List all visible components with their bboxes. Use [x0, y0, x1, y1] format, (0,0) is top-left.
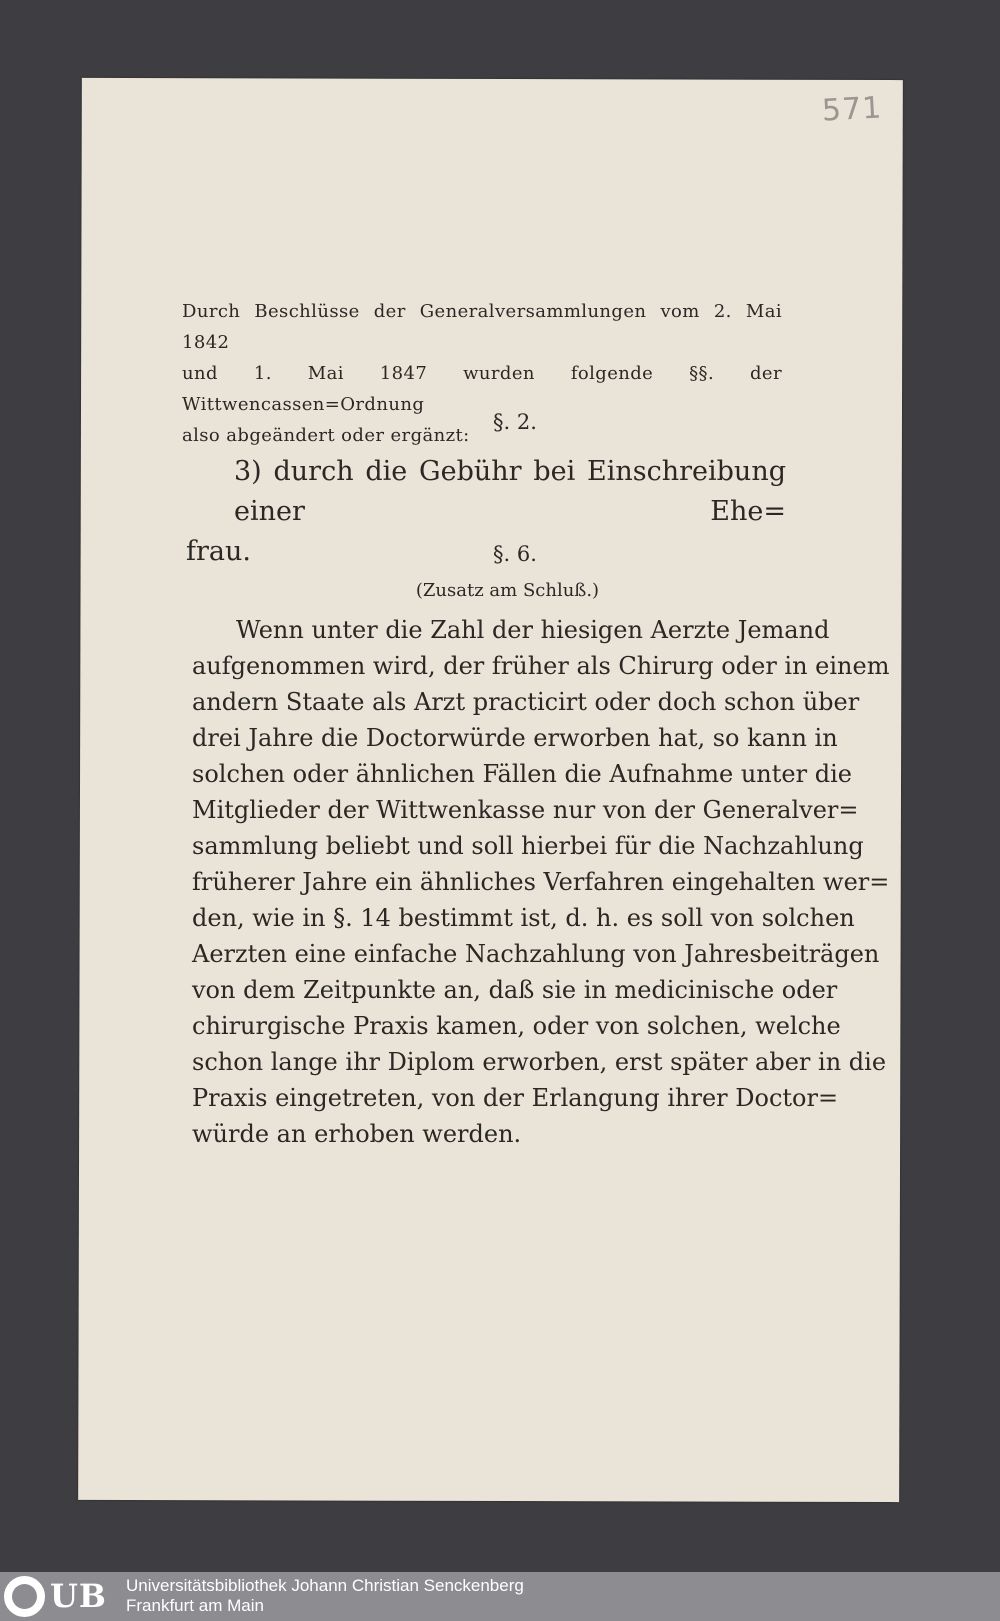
- section-2-item-line: frau.: [186, 536, 251, 567]
- intro-line: Durch Beschlüsse der Generalversammlungen vom 2. Mai 1842: [182, 301, 782, 353]
- body-line: sammlung beliebt und soll hierbei für die Nachzahlung: [192, 832, 864, 860]
- library-logo-text: UB: [50, 1577, 107, 1615]
- body-line: Aerzten eine einfache Nachzahlung von Jahresbeiträgen: [192, 940, 880, 968]
- archive-page-number: 571: [821, 90, 884, 129]
- section-6-heading: §. 6.: [493, 542, 537, 566]
- body-line: solchen oder ähnlichen Fällen die Aufnahme unter die: [192, 760, 852, 788]
- section-2-item-line: 3) durch die Gebühr bei Einschreibung einer Ehe=: [234, 456, 786, 527]
- library-name: [126, 1576, 524, 1616]
- body-line: von dem Zeitpunkte an, daß sie in medicinische oder: [192, 976, 838, 1004]
- body-line: aufgenommen wird, der früher als Chirurg oder in einem: [192, 652, 890, 680]
- body-line: drei Jahre die Doctorwürde erworben hat, so kann in: [192, 724, 838, 752]
- library-footer-bar: [0, 1572, 1000, 1621]
- section-2-heading: §. 2.: [493, 410, 537, 434]
- library-seal-icon: [4, 1576, 45, 1617]
- body-line: den, wie in §. 14 bestimmt ist, d. h. es soll von solchen: [192, 904, 855, 932]
- body-line: früherer Jahre ein ähnliches Verfahren eingehalten wer=: [192, 868, 890, 896]
- body-line: Praxis eingetreten, von der Erlangung ihrer Doctor=: [192, 1084, 839, 1112]
- library-name-line2: Frankfurt am Main: [126, 1596, 264, 1615]
- body-line: Wenn unter die Zahl der hiesigen Aerzte Jemand: [236, 616, 830, 644]
- section-6-note: (Zusatz am Schluß.): [415, 580, 600, 601]
- body-line: chirurgische Praxis kamen, oder von solchen, welche: [192, 1012, 841, 1040]
- library-logo[interactable]: [4, 1576, 114, 1617]
- body-line: würde an erhoben werden.: [192, 1120, 522, 1148]
- intro-line: und 1. Mai 1847 wurden folgende §§. der Wittwencassen=Ordnung: [182, 363, 782, 415]
- body-line: Mitglieder der Wittwenkasse nur von der Generalver=: [192, 796, 859, 824]
- section-6-body: [192, 612, 890, 1152]
- library-name-line1: Universitätsbibliothek Johann Christian Senckenberg: [126, 1576, 524, 1595]
- intro-line: also abgeändert oder ergänzt:: [182, 425, 470, 446]
- body-line: schon lange ihr Diplom erworben, erst später aber in die: [192, 1048, 887, 1076]
- body-line: andern Staate als Arzt practicirt oder doch schon über: [192, 688, 860, 716]
